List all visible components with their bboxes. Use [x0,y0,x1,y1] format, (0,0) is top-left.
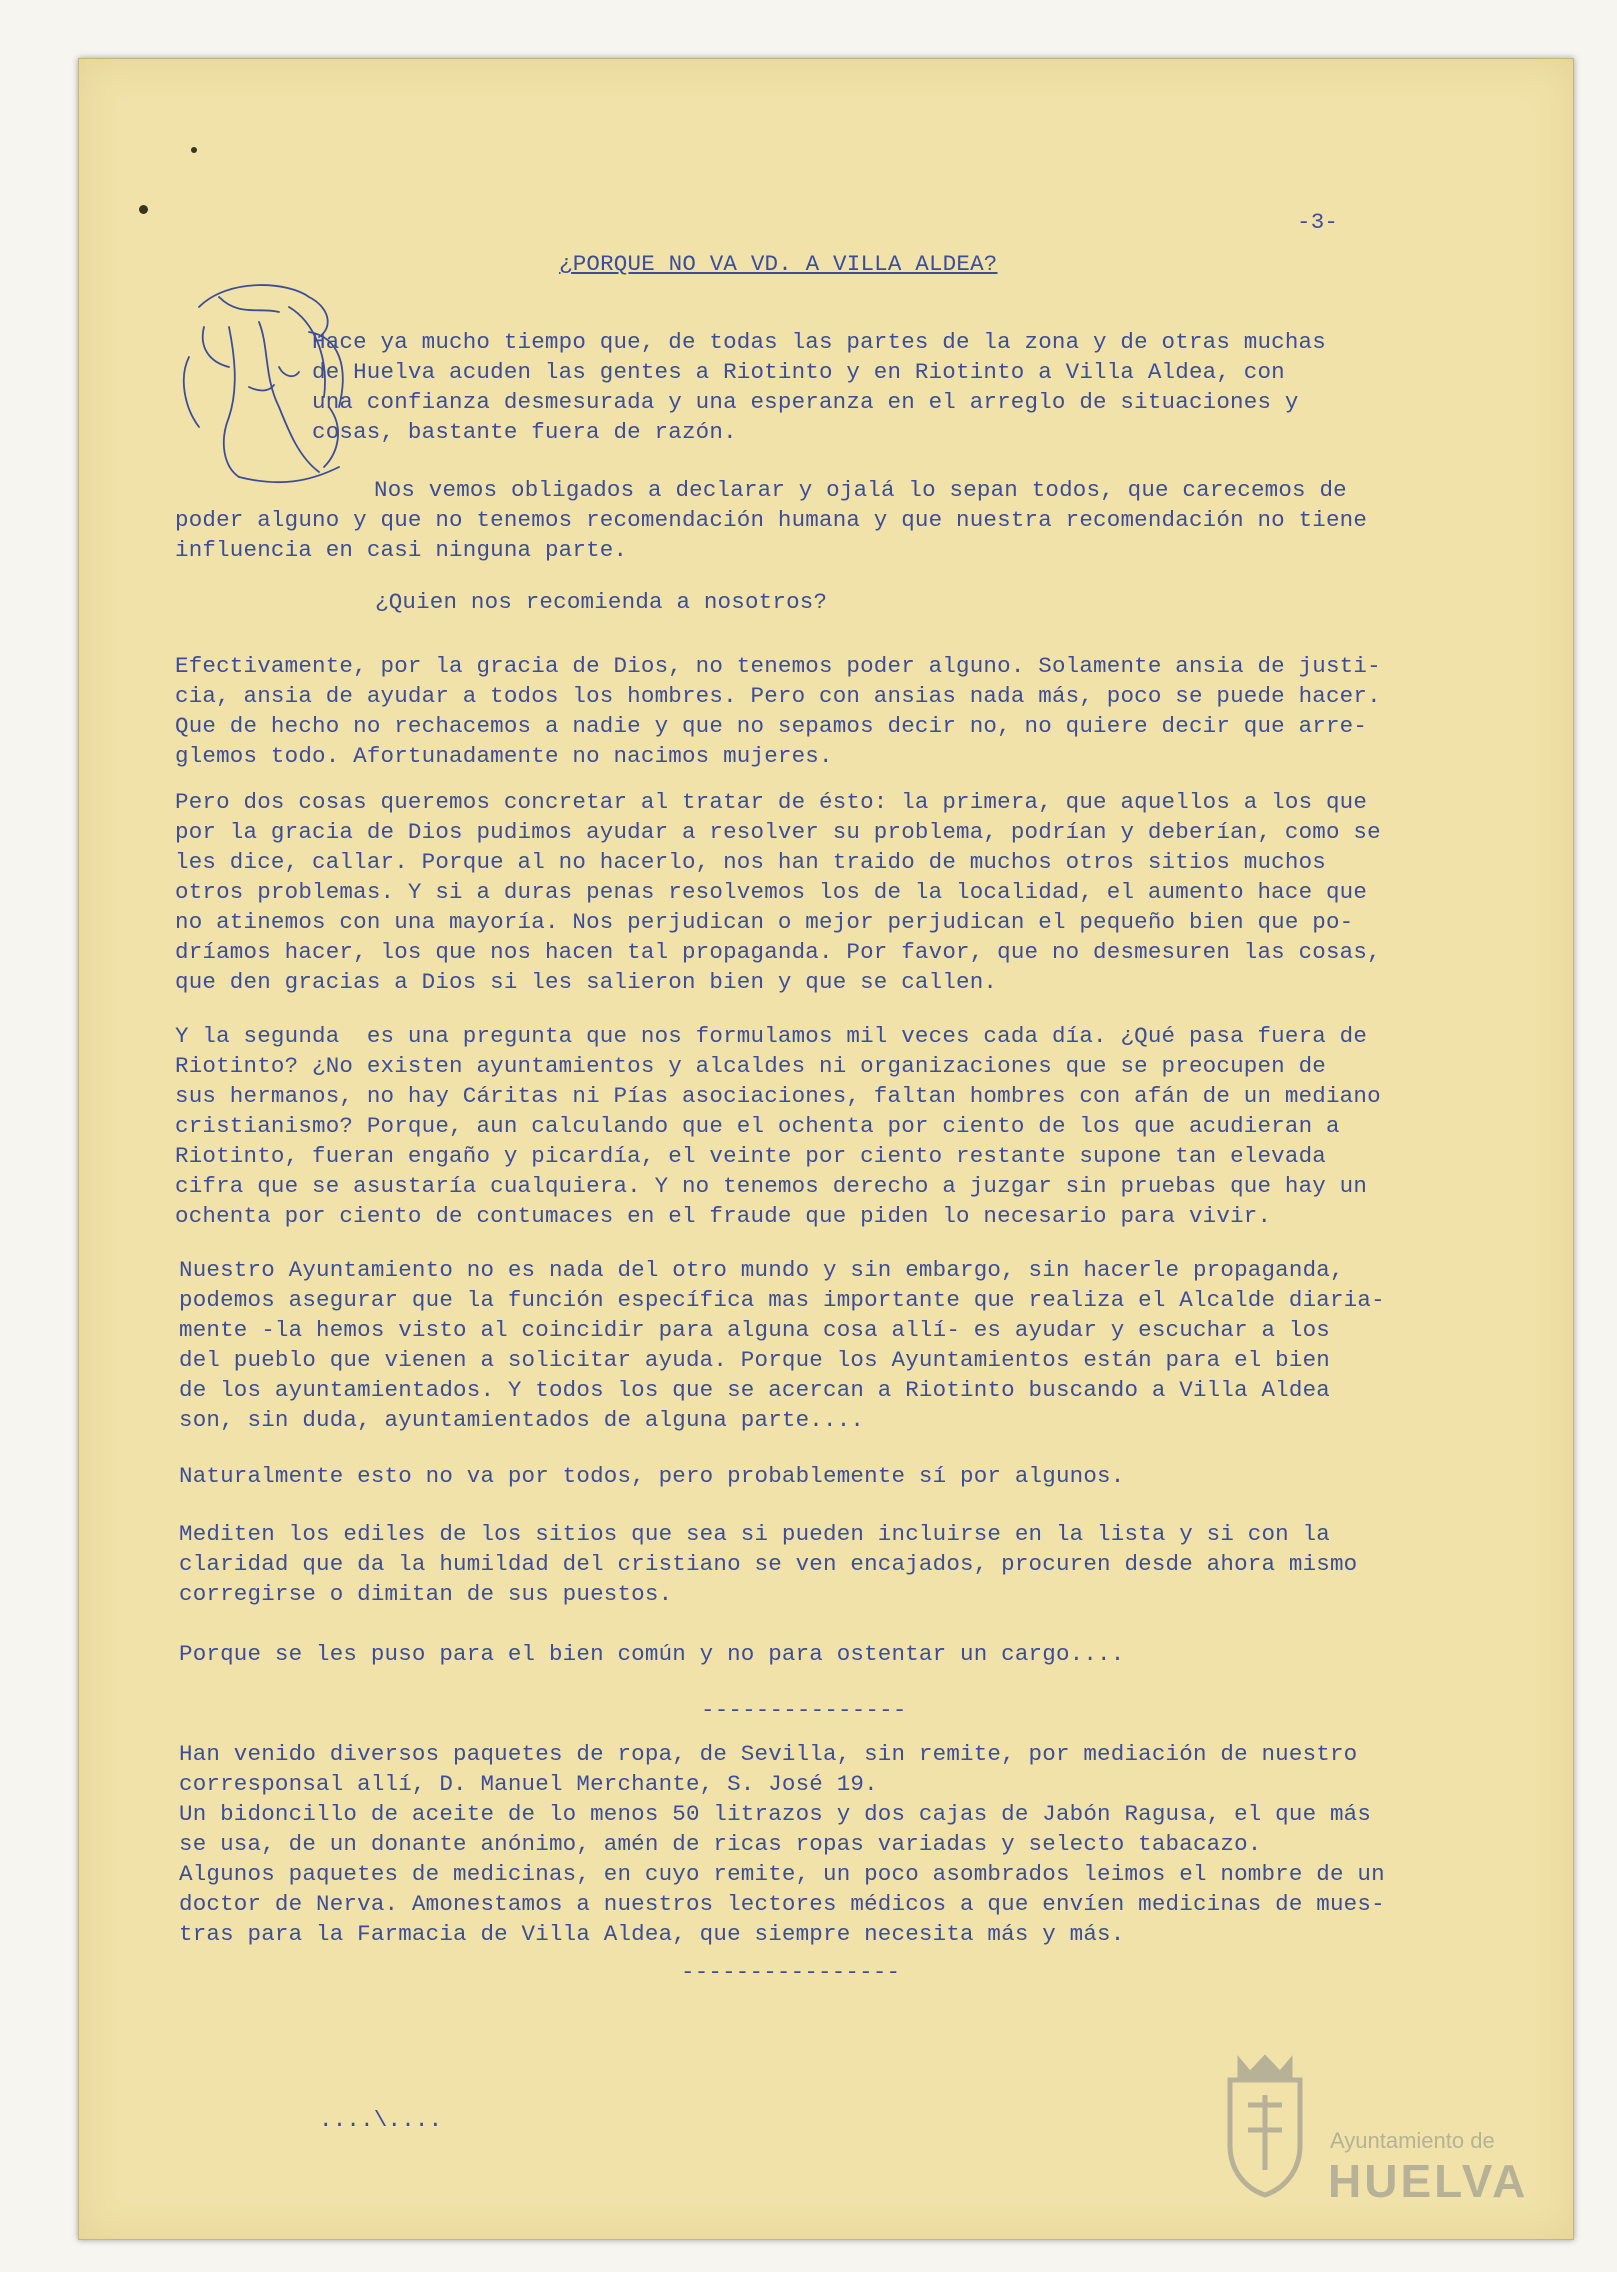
paragraph-intro: Hace ya mucho tiempo que, de todas las partes de la zona y de otras muchas de Huelva acuden las gentes a Riotinto y en Riotinto a Villa Aldea, con una confianza desmesurada y una esperanza en el arreglo de situaciones y cosas, bastante fuera de razón. [312,329,1326,445]
paragraph-line: influencia en casi ninguna parte. [175,537,628,563]
section-divider: --------------- [701,1697,907,1723]
punch-hole [139,205,148,214]
watermark-text-line1: Ayuntamiento de [1330,2128,1495,2153]
trailing-dots: ....\.... [319,2107,443,2133]
paragraph-line: Nos vemos obligados a declarar y ojalá lo sepan todos, que carecemos de [374,477,1347,503]
paragraph-donations: Han venido diversos paquetes de ropa, de Sevilla, sin remite, por mediación de nuestro corresponsal allí, D. Manuel Merchante, S. José 19. Un bidoncillo de aceite de lo menos 50 litrazos y dos cajas de Jabón Ragusa, el que más se usa, de un donante anónimo, amén de ricas ropas variadas y selecto tabacazo. Algunos paquetes de medicinas, en cuyo remite, un poco asombrados leimos el nombre de un doctor de Nerva. Amonestamos a nuestros lectores médicos a que envíen medicinas de mues- tras para la Farmacia de Villa Aldea, que siempre necesita más y más. [179,1741,1385,1947]
coat-of-arms-icon [1210,2050,1320,2200]
paragraph-naturally: Naturalmente esto no va por todos, pero probablemente sí por algunos. [179,1463,1125,1489]
punch-hole [191,147,197,153]
watermark-text-line2: HUELVA [1328,2155,1529,2207]
paragraph-ayuntamiento: Nuestro Ayuntamiento no es nada del otro mundo y sin embargo, sin hacerle propaganda, podemos asegurar que la función específica mas importante que realiza el Alcalde diaria- mente -la hemos visto al coincidir para alguna cosa allí- es ayudar y escuchar a los del pueblo que vienen a solicitar ayuda. Porque los Ayuntamientos están para el bien de los ayuntamientados. Y todos los que se acercan a Riotinto buscando a Villa Aldea son, sin duda, ayuntamientados de alguna parte.... [179,1257,1385,1433]
paragraph-effectively: Efectivamente, por la gracia de Dios, no tenemos poder alguno. Solamente ansia de justi- cia, ansia de ayudar a todos los hombres. Pero con ansias nada más, poco se puede hacer. Que de hecho no rechacemos a nadie y que no sepamos decir no, no quiere decir que arre- glemos todo. Afortunadamente no nacimos mujeres. [175,653,1381,769]
section-divider: ---------------- [681,1959,901,1985]
paragraph-two-things: Pero dos cosas queremos concretar al tratar de ésto: la primera, que aquellos a los que por la gracia de Dios pudimos ayudar a resolver su problema, podrían y deberían, como se les dice, callar. Porque al no hacerlo, nos han traido de muchos otros sitios muchos otros problemas. Y si a duras penas resolvemos los de la localidad, el aumento hace que no atinemos con una mayoría. Nos perjudican o mejor perjudican el pequeño bien que po- dríamos hacer, los que nos hacen tal propaganda. Por favor, que no desmesuren las cosas, que den gracias a Dios si les salieron bien y que se callen. [175,789,1381,995]
paper-sheet [78,58,1574,2240]
watermark-logo [1210,2050,1540,2207]
page-number: -3- [1297,209,1339,235]
paragraph-question: ¿Quien nos recomienda a nosotros? [375,589,828,615]
paragraph-declaration [175,475,1368,565]
paragraph-ediles: Mediten los ediles de los sitios que sea si pueden incluirse en la lista y si con la claridad que da la humildad del cristiano se ven encajados, procuren desde ahora mismo corregirse o dimitan de sus puestos. [179,1521,1358,1607]
paragraph-line: poder alguno y que no tenemos recomendación humana y que nuestra recomendación no tiene [175,507,1368,533]
paragraph-common-good: Porque se les puso para el bien común y no para ostentar un cargo.... [179,1641,1125,1667]
paragraph-second: Y la segunda es una pregunta que nos formulamos mil veces cada día. ¿Qué pasa fuera de Riotinto? ¿No existen ayuntamientos y alcaldes ni organizaciones que se preocupen de sus hermanos, no hay Cáritas ni Pías asociaciones, faltan hombres con afán de un mediano cristianismo? Porque, aun calculando que el ochenta por ciento de los que acudieran a Riotinto, fueran engaño y picardía, el veinte por ciento restante supone tan elevada cifra que se asustaría cualquiera. Y no tenemos derecho a juzgar sin pruebas que hay un ochenta por ciento de contumaces en el fraude que piden lo necesario para vivir. [175,1023,1381,1229]
page-title: ¿PORQUE NO VA VD. A VILLA ALDEA? [559,251,998,277]
